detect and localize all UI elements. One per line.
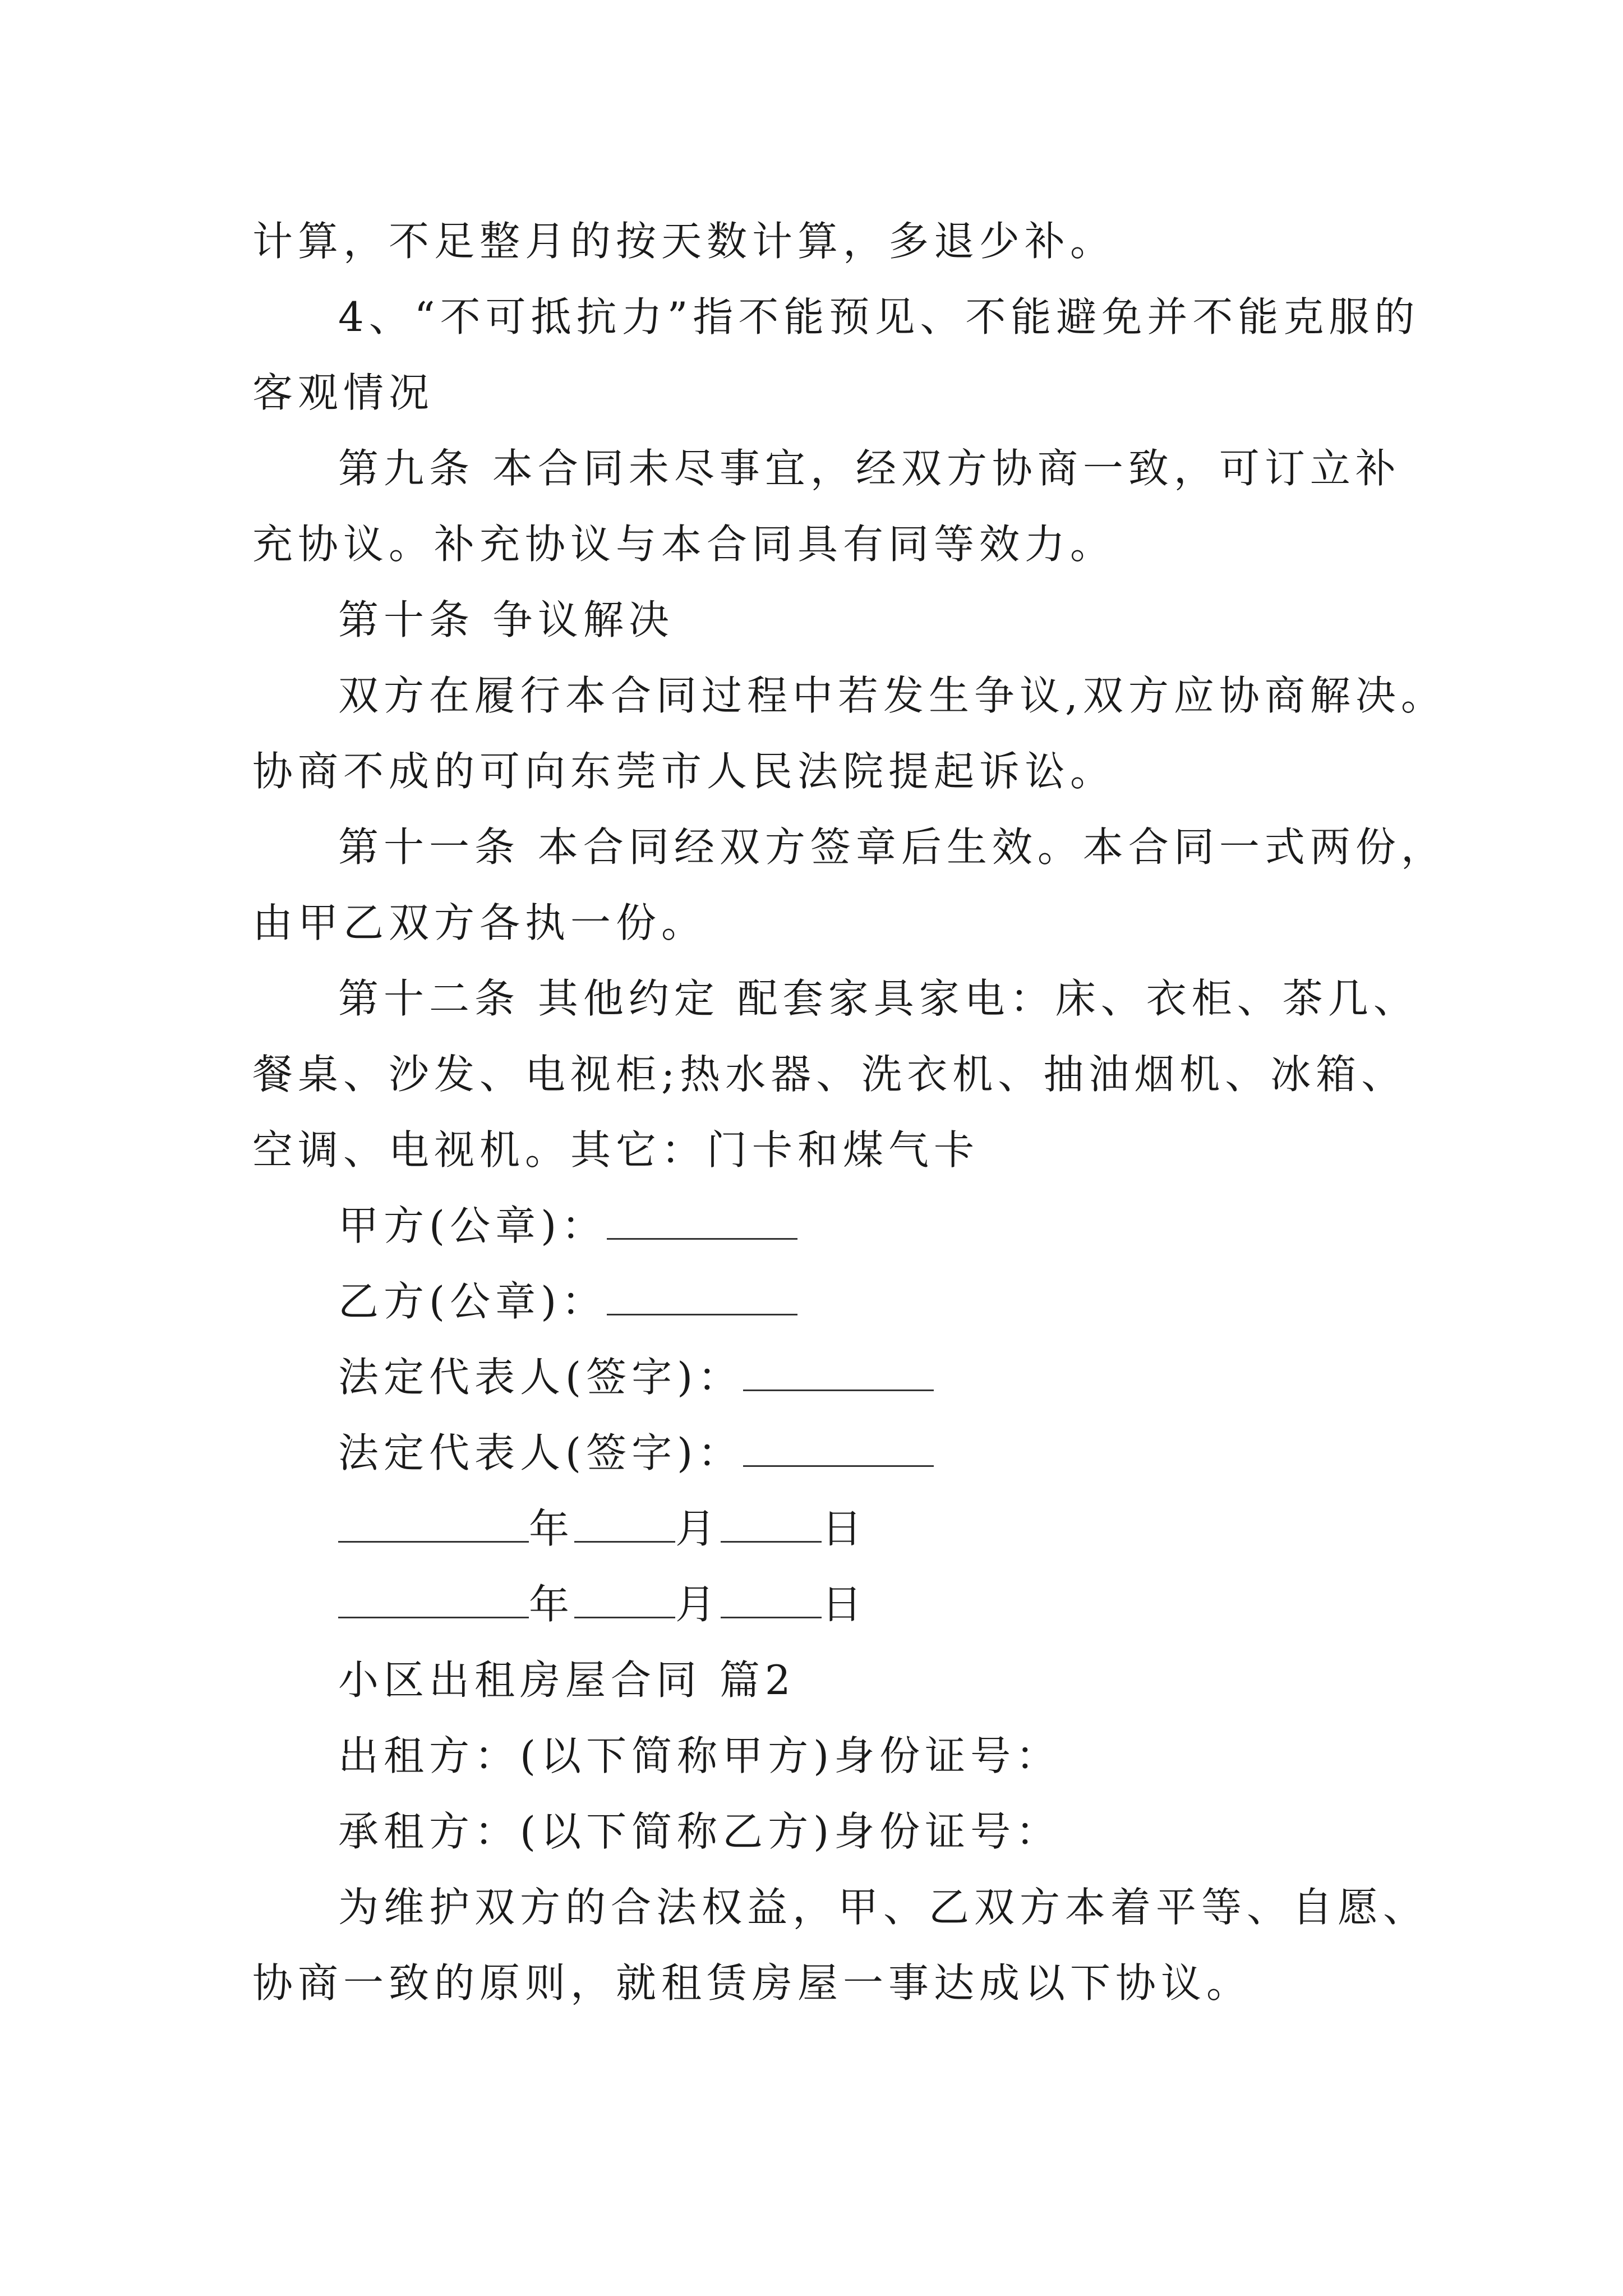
month-blank xyxy=(574,1506,675,1543)
party-a-label: 甲方(公章)： xyxy=(338,1202,607,1249)
text-line: 餐桌、沙发、电视柜;热水器、洗衣机、抽油烟机、冰箱、 xyxy=(252,1051,1407,1098)
section-2-title: 小区出租房屋合同 篇2 xyxy=(338,1657,796,1704)
year-blank xyxy=(338,1506,529,1543)
year-label: 年 xyxy=(529,1505,575,1552)
signature-blank xyxy=(743,1355,934,1391)
month-blank xyxy=(574,1582,675,1618)
date-line-a xyxy=(338,1503,867,1554)
text-line: 为维护双方的合法权益，甲、乙双方本着平等、自愿、 xyxy=(338,1884,1429,1931)
day-blank xyxy=(721,1582,822,1618)
day-label: 日 xyxy=(822,1581,868,1628)
signature-blank xyxy=(743,1430,934,1467)
rep-b-signature xyxy=(338,1428,934,1478)
text-line: 充协议。补充协议与本合同具有同等效力。 xyxy=(252,521,1116,568)
year-blank xyxy=(338,1582,529,1618)
text-line: 协商一致的原则，就租赁房屋一事达成以下协议。 xyxy=(252,1959,1252,2007)
article-10-heading: 第十条 争议解决 xyxy=(338,596,674,643)
rep-b-label: 法定代表人(签字)： xyxy=(338,1429,744,1476)
year-label: 年 xyxy=(529,1581,575,1628)
lessor-line: 出租方：(以下简称甲方)身份证号： xyxy=(338,1732,1062,1779)
date-line-b xyxy=(338,1579,867,1630)
party-b-label: 乙方(公章)： xyxy=(338,1278,607,1325)
rep-a-label: 法定代表人(签字)： xyxy=(338,1354,744,1401)
day-blank xyxy=(721,1506,822,1543)
party-a-seal xyxy=(338,1200,797,1251)
signature-blank xyxy=(607,1279,797,1315)
article-9: 第九条 本合同未尽事宜，经双方协商一致，可订立补 xyxy=(338,445,1401,492)
party-b-seal xyxy=(338,1276,797,1327)
article-11: 第十一条 本合同经双方签章后生效。本合同一式两份， xyxy=(338,823,1446,871)
text-line: 双方在履行本合同过程中若发生争议,双方应协商解决。 xyxy=(338,672,1446,719)
signature-blank xyxy=(607,1203,797,1240)
text-line: 客观情况 xyxy=(252,369,435,416)
month-label: 月 xyxy=(675,1505,721,1552)
rep-a-signature xyxy=(338,1352,934,1402)
month-label: 月 xyxy=(675,1581,721,1628)
article-12: 第十二条 其他约定 配套家具家电：床、衣柜、茶几、 xyxy=(338,975,1419,1022)
text-line: 计算，不足整月的按天数计算，多退少补。 xyxy=(252,218,1116,265)
text-line: 由甲乙双方各执一份。 xyxy=(252,899,707,946)
text-line: 协商不成的可向东莞市人民法院提起诉讼。 xyxy=(252,748,1116,795)
day-label: 日 xyxy=(822,1505,868,1552)
text-line: 空调、电视机。其它：门卡和煤气卡 xyxy=(252,1126,980,1174)
text-line: 4、“不可抵抗力”指不能预见、不能避免并不能克服的 xyxy=(338,293,1420,341)
lessee-line: 承租方：(以下简称乙方)身份证号： xyxy=(338,1808,1062,1855)
